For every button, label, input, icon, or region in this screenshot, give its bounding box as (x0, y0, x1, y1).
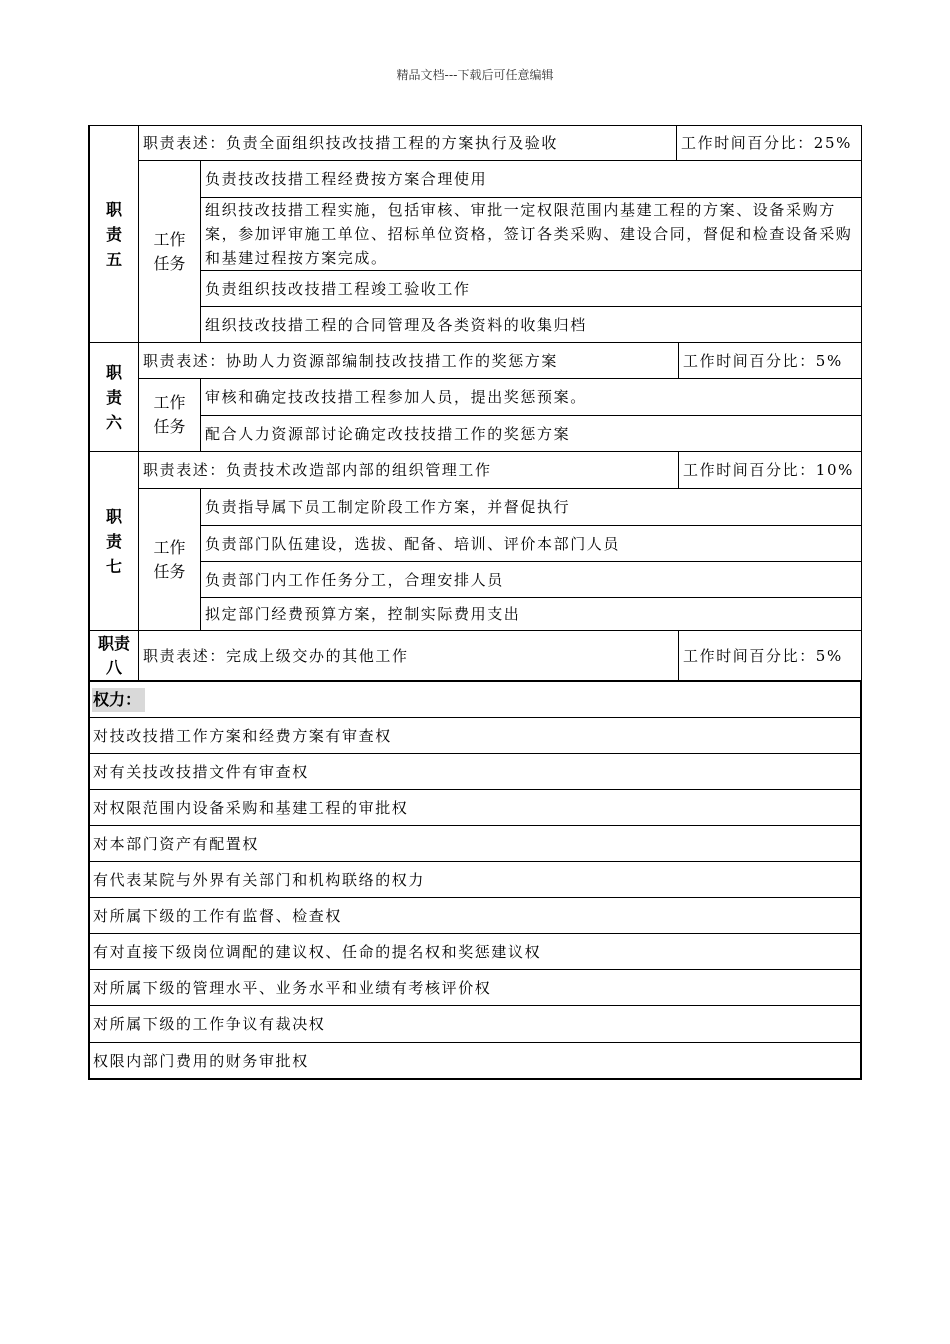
power-item: 对所属下级的管理水平、业务水平和业绩有考核评价权 (88, 969, 862, 1006)
duty-label-char: 八 (105, 658, 122, 677)
duty-6-time-percent: 工作时间百分比：5% (678, 342, 862, 379)
duty-7-time-percent: 工作时间百分比：10% (678, 451, 862, 489)
duty-label-char: 五 (105, 249, 122, 269)
duty-label-char: 职责 (97, 634, 130, 653)
power-item: 对权限范围内设备采购和基建工程的审批权 (88, 789, 862, 826)
duty-5-task-1: 负责技改技措工程经费按方案合理使用 (200, 160, 862, 198)
duty-6-task-2: 配合人力资源部讨论确定改技技措工作的奖惩方案 (200, 415, 862, 452)
power-item: 权限内部门费用的财务审批权 (88, 1042, 862, 1080)
duty-7-task-1: 负责指导属下员工制定阶段工作方案，并督促执行 (200, 488, 862, 526)
duty-7-task-3: 负责部门内工作任务分工，合理安排人员 (200, 561, 862, 598)
duty-label-char: 七 (105, 556, 122, 576)
duty-5-task-2: 组织技改技措工程实施，包括审核、审批一定权限范围内基建工程的方案、设备采购方案，参加评审施工单位、招标单位资格，签订各类采购、建设合同，督促和检查设备采购和基建过程按方案完成。 (200, 197, 862, 271)
power-item: 对本部门资产有配置权 (88, 825, 862, 862)
duty-label-char: 职 (105, 362, 122, 382)
duty-label-char: 六 (105, 412, 122, 432)
duty-6-task-1: 审核和确定技改技措工程参加人员，提出奖惩预案。 (200, 378, 862, 416)
duty-8-description: 职责表述：完成上级交办的其他工作 (138, 630, 679, 682)
power-item: 有代表某院与外界有关部门和机构联络的权力 (88, 861, 862, 898)
duty-6-task-label (138, 378, 201, 452)
duty-5-task-label (138, 160, 201, 343)
power-item: 有对直接下级岗位调配的建议权、任命的提名权和奖惩建议权 (88, 933, 862, 970)
duty-5-description: 职责表述：负责全面组织技改技措工程的方案执行及验收 (138, 125, 677, 161)
duty-label-char: 责 (105, 531, 122, 551)
duty-label-char: 职 (105, 199, 122, 219)
task-label-line: 工作 (153, 229, 186, 249)
duty-5-task-4: 组织技改技措工程的合同管理及各类资料的收集归档 (200, 306, 862, 343)
duty-7-task-label (138, 488, 201, 631)
power-title-row (88, 680, 862, 718)
header-note: 精品文档---下载后可任意编辑 (396, 68, 554, 82)
duty-7-label (88, 451, 139, 631)
duty-label-char: 职 (105, 506, 122, 526)
duty-7-description: 职责表述：负责技术改造部内部的组织管理工作 (138, 451, 679, 489)
duty-8-time-percent: 工作时间百分比：5% (678, 630, 862, 682)
duty-7-task-2: 负责部门队伍建设，选拔、配备、培训、评价本部门人员 (200, 525, 862, 562)
power-title: 权力： (92, 688, 145, 712)
duty-label-char: 责 (105, 387, 122, 407)
task-label-line: 任务 (153, 253, 186, 273)
power-item: 对有关技改技措文件有审查权 (88, 753, 862, 790)
duty-7-task-4: 拟定部门经费预算方案，控制实际费用支出 (200, 597, 862, 631)
duty-5-task-3: 负责组织技改技措工程竣工验收工作 (200, 270, 862, 307)
task-label-line: 任务 (153, 417, 186, 436)
duty-6-label (88, 342, 139, 452)
duty-8-label (88, 630, 139, 682)
duty-5-label (88, 125, 139, 343)
task-label-line: 工作 (153, 393, 186, 412)
task-label-line: 任务 (153, 561, 186, 581)
duty-6-description: 职责表述：协助人力资源部编制技改技措工作的奖惩方案 (138, 342, 679, 379)
task-label-line: 工作 (153, 537, 186, 557)
duty-label-char: 责 (105, 224, 122, 244)
power-item: 对技改技措工作方案和经费方案有审查权 (88, 717, 862, 754)
power-item: 对所属下级的工作有监督、检查权 (88, 897, 862, 934)
power-item: 对所属下级的工作争议有裁决权 (88, 1005, 862, 1043)
duty-5-time-percent: 工作时间百分比：25% (676, 125, 862, 161)
